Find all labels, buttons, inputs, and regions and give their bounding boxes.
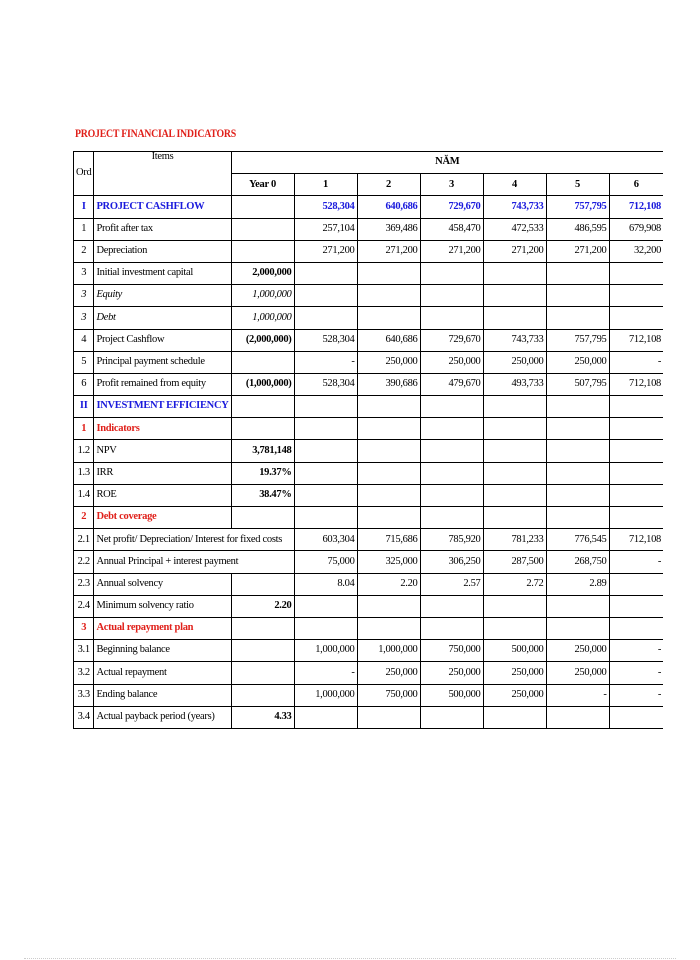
cell-year-6: - bbox=[609, 662, 663, 684]
cell-year-1: 528,304 bbox=[294, 329, 357, 351]
cell-year-0 bbox=[231, 218, 294, 240]
cell-year-0 bbox=[231, 640, 294, 662]
cell-year-2: 250,000 bbox=[357, 351, 420, 373]
row-item: Ending balance bbox=[94, 684, 231, 706]
cell-year-0: 2.20 bbox=[231, 595, 294, 617]
page-title: PROJECT FINANCIAL INDICATORS bbox=[75, 126, 236, 140]
cell-year-4: 2.72 bbox=[483, 573, 546, 595]
table-row bbox=[74, 240, 664, 262]
row-ord: 3.3 bbox=[74, 684, 94, 706]
table-row bbox=[74, 662, 664, 684]
table-row bbox=[74, 484, 664, 506]
cell-year-1: 528,304 bbox=[294, 196, 357, 218]
header-year-4: 4 bbox=[483, 174, 546, 196]
table-row bbox=[74, 285, 664, 307]
row-item: Profit after tax bbox=[94, 218, 231, 240]
cell-year-3 bbox=[420, 617, 483, 639]
cell-year-4 bbox=[483, 617, 546, 639]
cell-year-6 bbox=[609, 617, 663, 639]
cell-year-0 bbox=[231, 662, 294, 684]
cell-year-5 bbox=[546, 307, 609, 329]
cell-year-1 bbox=[294, 418, 357, 440]
table-row bbox=[74, 462, 664, 484]
cell-year-0: (1,000,000) bbox=[231, 373, 294, 395]
cell-year-5: 271,200 bbox=[546, 240, 609, 262]
table-row bbox=[74, 507, 664, 529]
cell-year-4: 472,533 bbox=[483, 218, 546, 240]
cell-year-2: 369,486 bbox=[357, 218, 420, 240]
row-ord: 3 bbox=[74, 307, 94, 329]
cell-year-4: 781,233 bbox=[483, 529, 546, 551]
row-ord: 1.2 bbox=[74, 440, 94, 462]
cell-year-1 bbox=[294, 462, 357, 484]
cell-year-0 bbox=[231, 507, 294, 529]
cell-year-1: - bbox=[294, 662, 357, 684]
row-ord: 2.2 bbox=[74, 551, 94, 573]
row-item: Equity bbox=[94, 285, 231, 307]
cell-year-3 bbox=[420, 440, 483, 462]
cell-year-6 bbox=[609, 396, 663, 418]
cell-year-5: 268,750 bbox=[546, 551, 609, 573]
cell-year-0: (2,000,000) bbox=[231, 329, 294, 351]
row-item: NPV bbox=[94, 440, 231, 462]
cell-year-1: 528,304 bbox=[294, 373, 357, 395]
cell-year-6: 712,108 bbox=[609, 373, 663, 395]
cell-year-0 bbox=[231, 573, 294, 595]
row-item: Annual Principal + interest payment bbox=[94, 551, 294, 573]
row-item: Initial investment capital bbox=[94, 262, 231, 284]
cell-year-6: 712,108 bbox=[609, 196, 663, 218]
cell-year-2 bbox=[357, 462, 420, 484]
table-row bbox=[74, 218, 664, 240]
cell-year-0: 19.37% bbox=[231, 462, 294, 484]
row-ord: 3 bbox=[74, 617, 94, 639]
cell-year-0 bbox=[231, 240, 294, 262]
cell-year-5 bbox=[546, 440, 609, 462]
cell-year-3: 306,250 bbox=[420, 551, 483, 573]
cell-year-6: 712,108 bbox=[609, 329, 663, 351]
cell-year-0: 1,000,000 bbox=[231, 285, 294, 307]
cell-year-3 bbox=[420, 396, 483, 418]
cell-year-5: 250,000 bbox=[546, 640, 609, 662]
row-item: Profit remained from equity bbox=[94, 373, 231, 395]
cell-year-6: - bbox=[609, 551, 663, 573]
cell-year-3: 271,200 bbox=[420, 240, 483, 262]
cell-year-3 bbox=[420, 462, 483, 484]
cell-year-2: 325,000 bbox=[357, 551, 420, 573]
cell-year-3 bbox=[420, 484, 483, 506]
row-item: Debt coverage bbox=[94, 507, 231, 529]
cell-year-1 bbox=[294, 396, 357, 418]
table-row bbox=[74, 573, 664, 595]
cell-year-3 bbox=[420, 507, 483, 529]
cell-year-0: 3,781,148 bbox=[231, 440, 294, 462]
cell-year-5: - bbox=[546, 684, 609, 706]
cell-year-3 bbox=[420, 307, 483, 329]
cell-year-4 bbox=[483, 307, 546, 329]
cell-year-2: 250,000 bbox=[357, 662, 420, 684]
row-ord: 3 bbox=[74, 262, 94, 284]
table-row bbox=[74, 551, 664, 573]
row-item: Actual repayment bbox=[94, 662, 231, 684]
row-item: Beginning balance bbox=[94, 640, 231, 662]
row-ord: 6 bbox=[74, 373, 94, 395]
cell-year-3 bbox=[420, 262, 483, 284]
cell-year-5 bbox=[546, 617, 609, 639]
cell-year-0 bbox=[231, 617, 294, 639]
row-item: Annual solvency bbox=[94, 573, 231, 595]
row-ord: 1.3 bbox=[74, 462, 94, 484]
table-row bbox=[74, 595, 664, 617]
cell-year-0 bbox=[231, 684, 294, 706]
cell-year-2 bbox=[357, 484, 420, 506]
cell-year-5: 757,795 bbox=[546, 329, 609, 351]
cell-year-6 bbox=[609, 418, 663, 440]
table-row bbox=[74, 706, 664, 728]
table-row bbox=[74, 351, 664, 373]
cell-year-5: 507,795 bbox=[546, 373, 609, 395]
header-year-6: 6 bbox=[609, 174, 663, 196]
cell-year-1 bbox=[294, 262, 357, 284]
cell-year-4 bbox=[483, 706, 546, 728]
cell-year-5 bbox=[546, 462, 609, 484]
header-year-1: 1 bbox=[294, 174, 357, 196]
cell-year-4 bbox=[483, 507, 546, 529]
header-nam: NĂM bbox=[231, 152, 663, 174]
cell-year-0: 1,000,000 bbox=[231, 307, 294, 329]
cell-year-1: 257,104 bbox=[294, 218, 357, 240]
table-row bbox=[74, 373, 664, 395]
row-item: Actual repayment plan bbox=[94, 617, 231, 639]
row-item: Minimum solvency ratio bbox=[94, 595, 231, 617]
row-item: Indicators bbox=[94, 418, 231, 440]
cell-year-6 bbox=[609, 262, 663, 284]
table-row bbox=[74, 617, 664, 639]
cell-year-4: 743,733 bbox=[483, 329, 546, 351]
cell-year-1: 1,000,000 bbox=[294, 640, 357, 662]
cell-year-3: 729,670 bbox=[420, 329, 483, 351]
header-year-0: Year 0 bbox=[231, 174, 294, 196]
cell-year-3 bbox=[420, 595, 483, 617]
cell-year-1 bbox=[294, 595, 357, 617]
cell-year-5 bbox=[546, 706, 609, 728]
cell-year-3: 500,000 bbox=[420, 684, 483, 706]
table-row bbox=[74, 640, 664, 662]
cell-year-2 bbox=[357, 595, 420, 617]
row-ord: 2.1 bbox=[74, 529, 94, 551]
cell-year-3: 785,920 bbox=[420, 529, 483, 551]
cell-year-0 bbox=[231, 418, 294, 440]
row-ord: 3.2 bbox=[74, 662, 94, 684]
cell-year-3: 250,000 bbox=[420, 662, 483, 684]
cell-year-1 bbox=[294, 440, 357, 462]
cell-year-6 bbox=[609, 440, 663, 462]
cell-year-1 bbox=[294, 484, 357, 506]
cell-year-1: 1,000,000 bbox=[294, 684, 357, 706]
row-ord: 3.4 bbox=[74, 706, 94, 728]
table-row bbox=[74, 196, 664, 218]
cell-year-2 bbox=[357, 440, 420, 462]
table-row bbox=[74, 529, 664, 551]
cell-year-3 bbox=[420, 418, 483, 440]
cell-year-4 bbox=[483, 462, 546, 484]
cell-year-6 bbox=[609, 507, 663, 529]
cell-year-5 bbox=[546, 484, 609, 506]
cell-year-2: 271,200 bbox=[357, 240, 420, 262]
cell-year-2: 390,686 bbox=[357, 373, 420, 395]
cell-year-0 bbox=[231, 196, 294, 218]
cell-year-6: 32,200 bbox=[609, 240, 663, 262]
row-ord: 5 bbox=[74, 351, 94, 373]
header-year-2: 2 bbox=[357, 174, 420, 196]
row-item: INVESTMENT EFFICIENCY bbox=[94, 396, 231, 418]
cell-year-2 bbox=[357, 706, 420, 728]
cell-year-2 bbox=[357, 418, 420, 440]
table-row bbox=[74, 684, 664, 706]
cell-year-2: 640,686 bbox=[357, 196, 420, 218]
cell-year-0: 38.47% bbox=[231, 484, 294, 506]
cell-year-5: 250,000 bbox=[546, 662, 609, 684]
table-row bbox=[74, 418, 664, 440]
cell-year-0 bbox=[231, 396, 294, 418]
cell-year-6 bbox=[609, 307, 663, 329]
table-row bbox=[74, 440, 664, 462]
cell-year-5: 486,595 bbox=[546, 218, 609, 240]
cell-year-6: - bbox=[609, 640, 663, 662]
header-year-3: 3 bbox=[420, 174, 483, 196]
row-item: Project Cashflow bbox=[94, 329, 231, 351]
row-item: Debt bbox=[94, 307, 231, 329]
cell-year-1: 603,304 bbox=[294, 529, 357, 551]
row-ord: 1 bbox=[74, 218, 94, 240]
row-ord: 1.4 bbox=[74, 484, 94, 506]
cell-year-1: 75,000 bbox=[294, 551, 357, 573]
cell-year-6 bbox=[609, 573, 663, 595]
cell-year-6: 679,908 bbox=[609, 218, 663, 240]
cell-year-3 bbox=[420, 285, 483, 307]
row-ord: 2.3 bbox=[74, 573, 94, 595]
cell-year-5 bbox=[546, 418, 609, 440]
cell-year-4 bbox=[483, 285, 546, 307]
cell-year-6: - bbox=[609, 351, 663, 373]
cell-year-6 bbox=[609, 285, 663, 307]
cell-year-1: 271,200 bbox=[294, 240, 357, 262]
row-ord: 2.4 bbox=[74, 595, 94, 617]
row-ord: 3 bbox=[74, 285, 94, 307]
cell-year-2: 715,686 bbox=[357, 529, 420, 551]
cell-year-4: 250,000 bbox=[483, 684, 546, 706]
cell-year-3: 458,470 bbox=[420, 218, 483, 240]
cell-year-6: - bbox=[609, 684, 663, 706]
cell-year-1 bbox=[294, 285, 357, 307]
row-ord: 3.1 bbox=[74, 640, 94, 662]
cell-year-2: 2.20 bbox=[357, 573, 420, 595]
row-ord: 2 bbox=[74, 240, 94, 262]
row-item: Principal payment schedule bbox=[94, 351, 231, 373]
cell-year-5 bbox=[546, 595, 609, 617]
cell-year-2 bbox=[357, 285, 420, 307]
cell-year-4: 287,500 bbox=[483, 551, 546, 573]
cell-year-4 bbox=[483, 396, 546, 418]
cell-year-6 bbox=[609, 595, 663, 617]
cell-year-5 bbox=[546, 262, 609, 284]
cell-year-1: - bbox=[294, 351, 357, 373]
cell-year-4 bbox=[483, 262, 546, 284]
table-row bbox=[74, 307, 664, 329]
row-item: PROJECT CASHFLOW bbox=[94, 196, 231, 218]
row-ord: 2 bbox=[74, 507, 94, 529]
row-item: Net profit/ Depreciation/ Interest for fixed costs bbox=[94, 529, 294, 551]
cell-year-3: 2.57 bbox=[420, 573, 483, 595]
header-year-5: 5 bbox=[546, 174, 609, 196]
cell-year-1 bbox=[294, 617, 357, 639]
cell-year-0 bbox=[231, 351, 294, 373]
cell-year-4: 250,000 bbox=[483, 351, 546, 373]
cell-year-2 bbox=[357, 396, 420, 418]
cell-year-5 bbox=[546, 285, 609, 307]
cell-year-5 bbox=[546, 396, 609, 418]
cell-year-1 bbox=[294, 706, 357, 728]
row-item: Actual payback period (years) bbox=[94, 706, 231, 728]
cell-year-5: 250,000 bbox=[546, 351, 609, 373]
cell-year-0: 2,000,000 bbox=[231, 262, 294, 284]
cell-year-6 bbox=[609, 462, 663, 484]
cell-year-2: 640,686 bbox=[357, 329, 420, 351]
row-ord: I bbox=[74, 196, 94, 218]
cell-year-4: 271,200 bbox=[483, 240, 546, 262]
table-row bbox=[74, 396, 664, 418]
row-ord: 4 bbox=[74, 329, 94, 351]
table-row bbox=[74, 329, 664, 351]
cell-year-6 bbox=[609, 706, 663, 728]
cell-year-3: 729,670 bbox=[420, 196, 483, 218]
cell-year-2 bbox=[357, 262, 420, 284]
cell-year-4: 500,000 bbox=[483, 640, 546, 662]
cell-year-5: 2.89 bbox=[546, 573, 609, 595]
row-item: Depreciation bbox=[94, 240, 231, 262]
cell-year-1 bbox=[294, 507, 357, 529]
cell-year-6: 712,108 bbox=[609, 529, 663, 551]
cell-year-2: 750,000 bbox=[357, 684, 420, 706]
page-bottom-divider bbox=[24, 958, 676, 959]
row-item: IRR bbox=[94, 462, 231, 484]
cell-year-5: 757,795 bbox=[546, 196, 609, 218]
cell-year-2 bbox=[357, 507, 420, 529]
cell-year-4 bbox=[483, 418, 546, 440]
table-row bbox=[74, 262, 664, 284]
cell-year-1 bbox=[294, 307, 357, 329]
header-ord: Ord bbox=[74, 152, 94, 196]
cell-year-1: 8.04 bbox=[294, 573, 357, 595]
cell-year-6 bbox=[609, 484, 663, 506]
cell-year-2: 1,000,000 bbox=[357, 640, 420, 662]
row-ord: II bbox=[74, 396, 94, 418]
cell-year-2 bbox=[357, 617, 420, 639]
row-item: ROE bbox=[94, 484, 231, 506]
cell-year-2 bbox=[357, 307, 420, 329]
row-ord: 1 bbox=[74, 418, 94, 440]
cell-year-4 bbox=[483, 595, 546, 617]
cell-year-4 bbox=[483, 484, 546, 506]
cell-year-4: 493,733 bbox=[483, 373, 546, 395]
cell-year-5 bbox=[546, 507, 609, 529]
cell-year-5: 776,545 bbox=[546, 529, 609, 551]
cell-year-3: 750,000 bbox=[420, 640, 483, 662]
cell-year-0: 4.33 bbox=[231, 706, 294, 728]
cell-year-3: 479,670 bbox=[420, 373, 483, 395]
header-items: Items bbox=[94, 152, 231, 196]
cell-year-3: 250,000 bbox=[420, 351, 483, 373]
financial-indicators-table bbox=[73, 151, 663, 729]
cell-year-3 bbox=[420, 706, 483, 728]
cell-year-4: 250,000 bbox=[483, 662, 546, 684]
cell-year-4: 743,733 bbox=[483, 196, 546, 218]
cell-year-4 bbox=[483, 440, 546, 462]
